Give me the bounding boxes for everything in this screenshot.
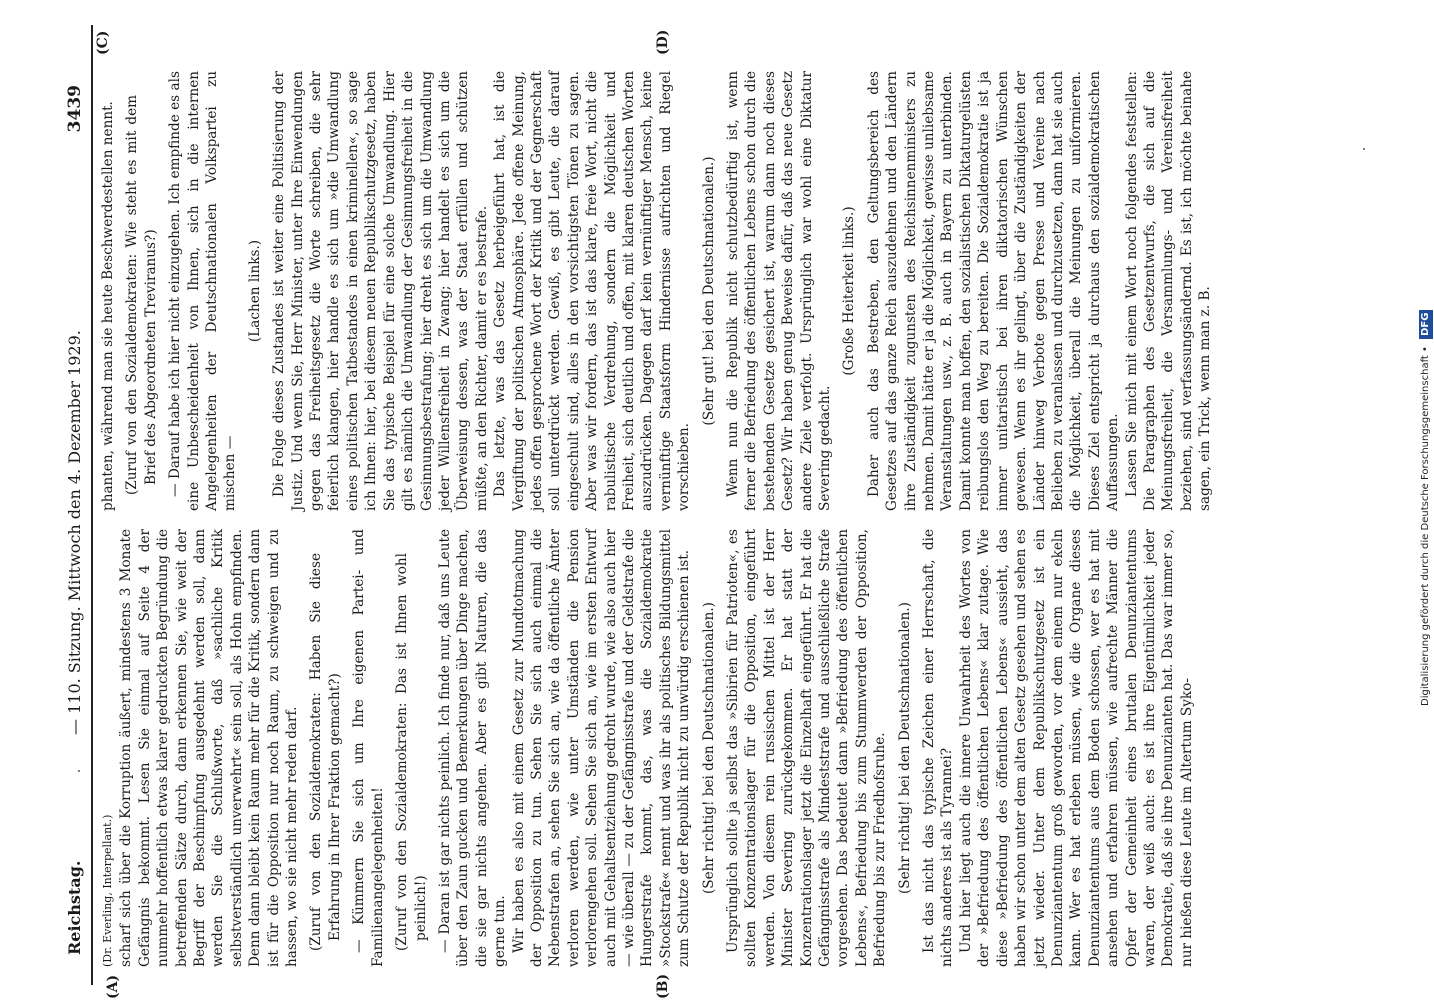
paragraph: — Daran ist gar nichts peinlich. Ich finde nur, daß uns Leute über den Zaun gucken und Bemerkungen über Dinge machen, die sie gar nichts angehen. Aber es gibt Naturen, die das gerne tun.: [436, 529, 509, 967]
scan-speck: [78, 770, 80, 772]
rotated-scan: [55, 25, 1315, 999]
paragraph: Ist das nicht das typische Zeichen einer Herrschaft, die nichts anderes ist als Tyrannei?: [921, 529, 956, 967]
interjection: (Sehr gut! bei den Deutschnationalen.): [700, 156, 717, 426]
interjection: (Große Heiterkeit links.): [841, 206, 858, 376]
running-head-center: — 110. Sitzung. Mittwoch den 4. Dezember 1929.: [65, 330, 84, 735]
interjection: (Lachen links.): [246, 239, 263, 343]
margin-marker-d: (D): [655, 29, 671, 55]
margin-marker-c: (C): [95, 30, 111, 55]
interjection: (Sehr richtig! bei den Deutschnationalen.): [700, 602, 717, 894]
interjection: (Zuruf von den Sozialdemokraten: Haben Sie diese Erfahrung in Ihrer Fraktion gemacht?): [308, 553, 343, 951]
margin-marker-a: (A): [105, 974, 121, 999]
running-head-left: Reichstag.: [65, 860, 84, 955]
paragraph: Lassen Sie mich mit einem Wort noch folgendes feststellen: Die Paragraphen des Gesetzentwurfs, die sich auf die Meinungsfreiheit, die Versammlungs- und Vereinsfreiheit beziehen, sind verfassungsändernd. Es ist, ich möchte beinahe sagen, ein Trick, wenn man z. B.: [1123, 71, 1214, 511]
scan-speck: [1363, 148, 1365, 150]
running-head: [55, 25, 93, 985]
digitization-note: [1418, 6, 1434, 706]
paragraph: Und hier liegt auch die innere Unwahrheit des Wortes von der »Befriedung des öffentlichen Lebens« klar zutage. Wie diese »Befriedung des öffentlichen Lebens« aussieht, das haben wir schon unter dem alten Gesetz gesehen und sehen es jetzt wieder. Unter dem Republikschutzgesetz ist ein Denunziantentum groß geworden, vor dem einem nur ekeln kann. Wer es hat erleben müssen, wie die Organe dieses Denunziantentums aus dem Boden schossen, wer es hat mit ansehen und erfahren müssen, wie aufrechte Männer die Opfer der Gemeinheit eines brutalen Denunziantentums waren, der weiß auch: es ist ihre Eigentümlichkeit jeder Demokratie, daß sie ihre Denunzianten hat. Das war immer so, nur hießen diese Leute im Altertum Syko-: [957, 529, 1195, 967]
digitization-note-text: Digitalisierung gefördert durch die Deutsche Forschungsgemeinschaft •: [1420, 346, 1431, 706]
paragraph: scharf sich über die Korruption äußert, mindestens 3 Monate Gefängnis bekommt. Lesen Sie einmal auf Seite 4 der nummehr hoffentlich etwas klarer gedruckten Begründung die betreffenden Sätze durch, dann erkennen Sie, wie weit der Begriff der Beschimpfung ausgedehnt werden soll, dann werden Sie die Schlußworte, daß »sachliche Kritik selbstverständlich unverwehrt« sein soll, als Hohn empfinden. Denn dann bleibt kein Raum mehr für die Kritik, sondern dann ist für die Opposition nur noch Raum, zu schweigen und zu hassen, wo sie nicht mehr reden darf.: [118, 529, 301, 967]
paragraph: Wir haben es also mit einem Gesetz zur Mundtotmachung der Opposition zu tun. Sehen Sie sich auch einmal die Nebenstrafen an, sehen Sie sich an, wie da öffentliche Ämter verloren werden, wie unter Umständen die Pension verlorengehen soll. Sehen Sie sich an, wie im ersten Entwurf auch mit Gehaltsentziehung gedroht wurde, wie also auch hier — wie überall — zu der Gefängnisstrafe und der Geldstrafe die Hungerstrafe kommt, das, was die Sozialdemokratie »Stockstrafe« nennt und was ihr als politisches Bildungsmittel zum Schutze der Republik nicht zu unwürdig erschienen ist.: [510, 529, 693, 967]
paragraph: — Kümmern Sie sich um Ihre eigenen Partei- und Familienangelegenheiten!: [351, 529, 386, 967]
left-column: [99, 529, 1196, 967]
paragraph: — Darauf habe ich hier nicht einzugehen. Ich empfinde es als eine Unbescheidenheit von Ihnen, sich in die internen Angelegenheiten der Deutschnationalen Volkspartei zu mischen —: [167, 71, 239, 511]
paragraph: Die Folge dieses Zustandes ist weiter eine Politisierung der Justiz. Und wenn Sie, Herr Minister, unter Ihre Einwendungen gegen das Freiheitsgesetz die Worte schreiben, die sehr feierlich klangen, hier handle es sich um »die Umwandlung eines politischen Tatbestandes in einen kriminellen«, so sage ich Ihnen: hier, bei diesem neuen Republikschutzgesetz, haben Sie das typische Beispiel für eine solche Umwandlung. Hier gilt es nämlich die Umwandlung der Gesinnungsfreiheit in die Gesinnungsbestrafung; hier dreht es sich um die Umwandlung jeder Willensfreiheit in Zwang; hier handelt es sich um die Überweisung dessen, was der Staat erfüllen und schützen müßte, an den Richter, damit er es bestrafe.: [271, 71, 490, 511]
page-number: 3439: [65, 85, 85, 133]
interjection: (Sehr richtig! bei den Deutschnationalen.): [896, 602, 913, 894]
interjection: (Zuruf von den Sozialdemokraten: Wie steht es mit dem Brief des Abgeordneten Treviranus?): [124, 95, 159, 495]
interjection: (Zuruf von den Sozialdemokraten: Das ist Ihnen wohl peinlich!): [394, 553, 429, 951]
paragraph: phanten, während man sie heute Beschwerdestellen nennt.: [100, 101, 116, 511]
margin-marker-b: (B): [655, 973, 671, 999]
paragraph: Wenn nun die Republik nicht schutzbedürftig ist, wenn ferner die Befriedung des öffentlichen Lebens schon durch die bestehenden Gesetze gesichert ist, warum dann noch dieses Gesetz? Wir haben genug Beweise dafür, daß das neue Gesetz andere Ziele verfolgt. Ursprünglich war wohl eine Diktatur Severing gedacht.: [725, 71, 834, 511]
paragraph: Ursprünglich sollte ja selbst das »Sibirien für Patrioten«, es sollten Konzentrationslager für die Opposition, eingeführt werden. Von diesem rein russischen Mittel ist der Herr Minister Severing zurückgekommen. Er hat statt der Konzentrationslager jetzt die Einzelhaft eingeführt. Er hat die Gefängnisstrafe als Mindeststrafe und ausschließliche Strafe vorgesehen. Das bedeutet dann »Befriedung des öffentlichen Lebens«, Befriedung bis zum Stummwerden der Opposition, Befriedung bis zur Friedhofsruhe.: [725, 529, 889, 967]
right-column: [99, 71, 1215, 511]
document-page: [55, 25, 1315, 999]
speaker-label: (Dr. Everling, Interpellant.): [101, 814, 114, 967]
paragraph: Das letzte, was das Gesetz herbeigeführt hat, ist die Vergiftung der politischen Atmosphäre. Jede offene Meinung, jedes offen gesprochene Wort der Kritik und der Gegnerschaft soll unterdrückt werden. Gewiß, es gibt Leute, die darauf eingeschult sind, alles in den vorsichtigsten Tönen zu sagen. Aber was wir fordern, das ist das klare, freie Wort, nicht die rabulistische Verdrehung, sondern die Möglichkeit und Freiheit, sich deutlich und offen, mit klaren deutschen Worten auszudrücken. Dagegen darf kein vernünftiger Mensch, keine vernünftige Staatsform Hindernisse aufrichten und Riegel vorschieben.: [492, 71, 693, 511]
paragraph: Daher auch das Bestreben, den Geltungsbereich des Gesetzes auf das ganze Reich auszudehnen und den Ländern ihre Zuständigkeit zugunsten des Reichsinnenministers zu nehmen. Damit hätte er ja die Möglichkeit, gewisse unliebsame Veranstaltungen usw., z. B. auch in Bayern zu unterbinden. Damit konnte man hoffen, den sozialistischen Diktaturgelüsten reibungslos den Weg zu bereiten. Die Sozialdemokratie ist ja immer unitaristisch bei ihren diktatorischen Wünschen gewesen. Wenn es ihr gelingt, über die Zuständigkeiten der Länder hinweg Verbote gegen Presse und Vereine nach Belieben zu veranlassen und durchzusetzen, dann hat sie auch die Möglichkeit, überall die Meinungen zu uniformieren. Dieses Ziel entspricht ja durchaus den sozialdemokratischen Auffassungen.: [865, 71, 1122, 511]
dfg-logo: DFG: [1419, 310, 1433, 339]
